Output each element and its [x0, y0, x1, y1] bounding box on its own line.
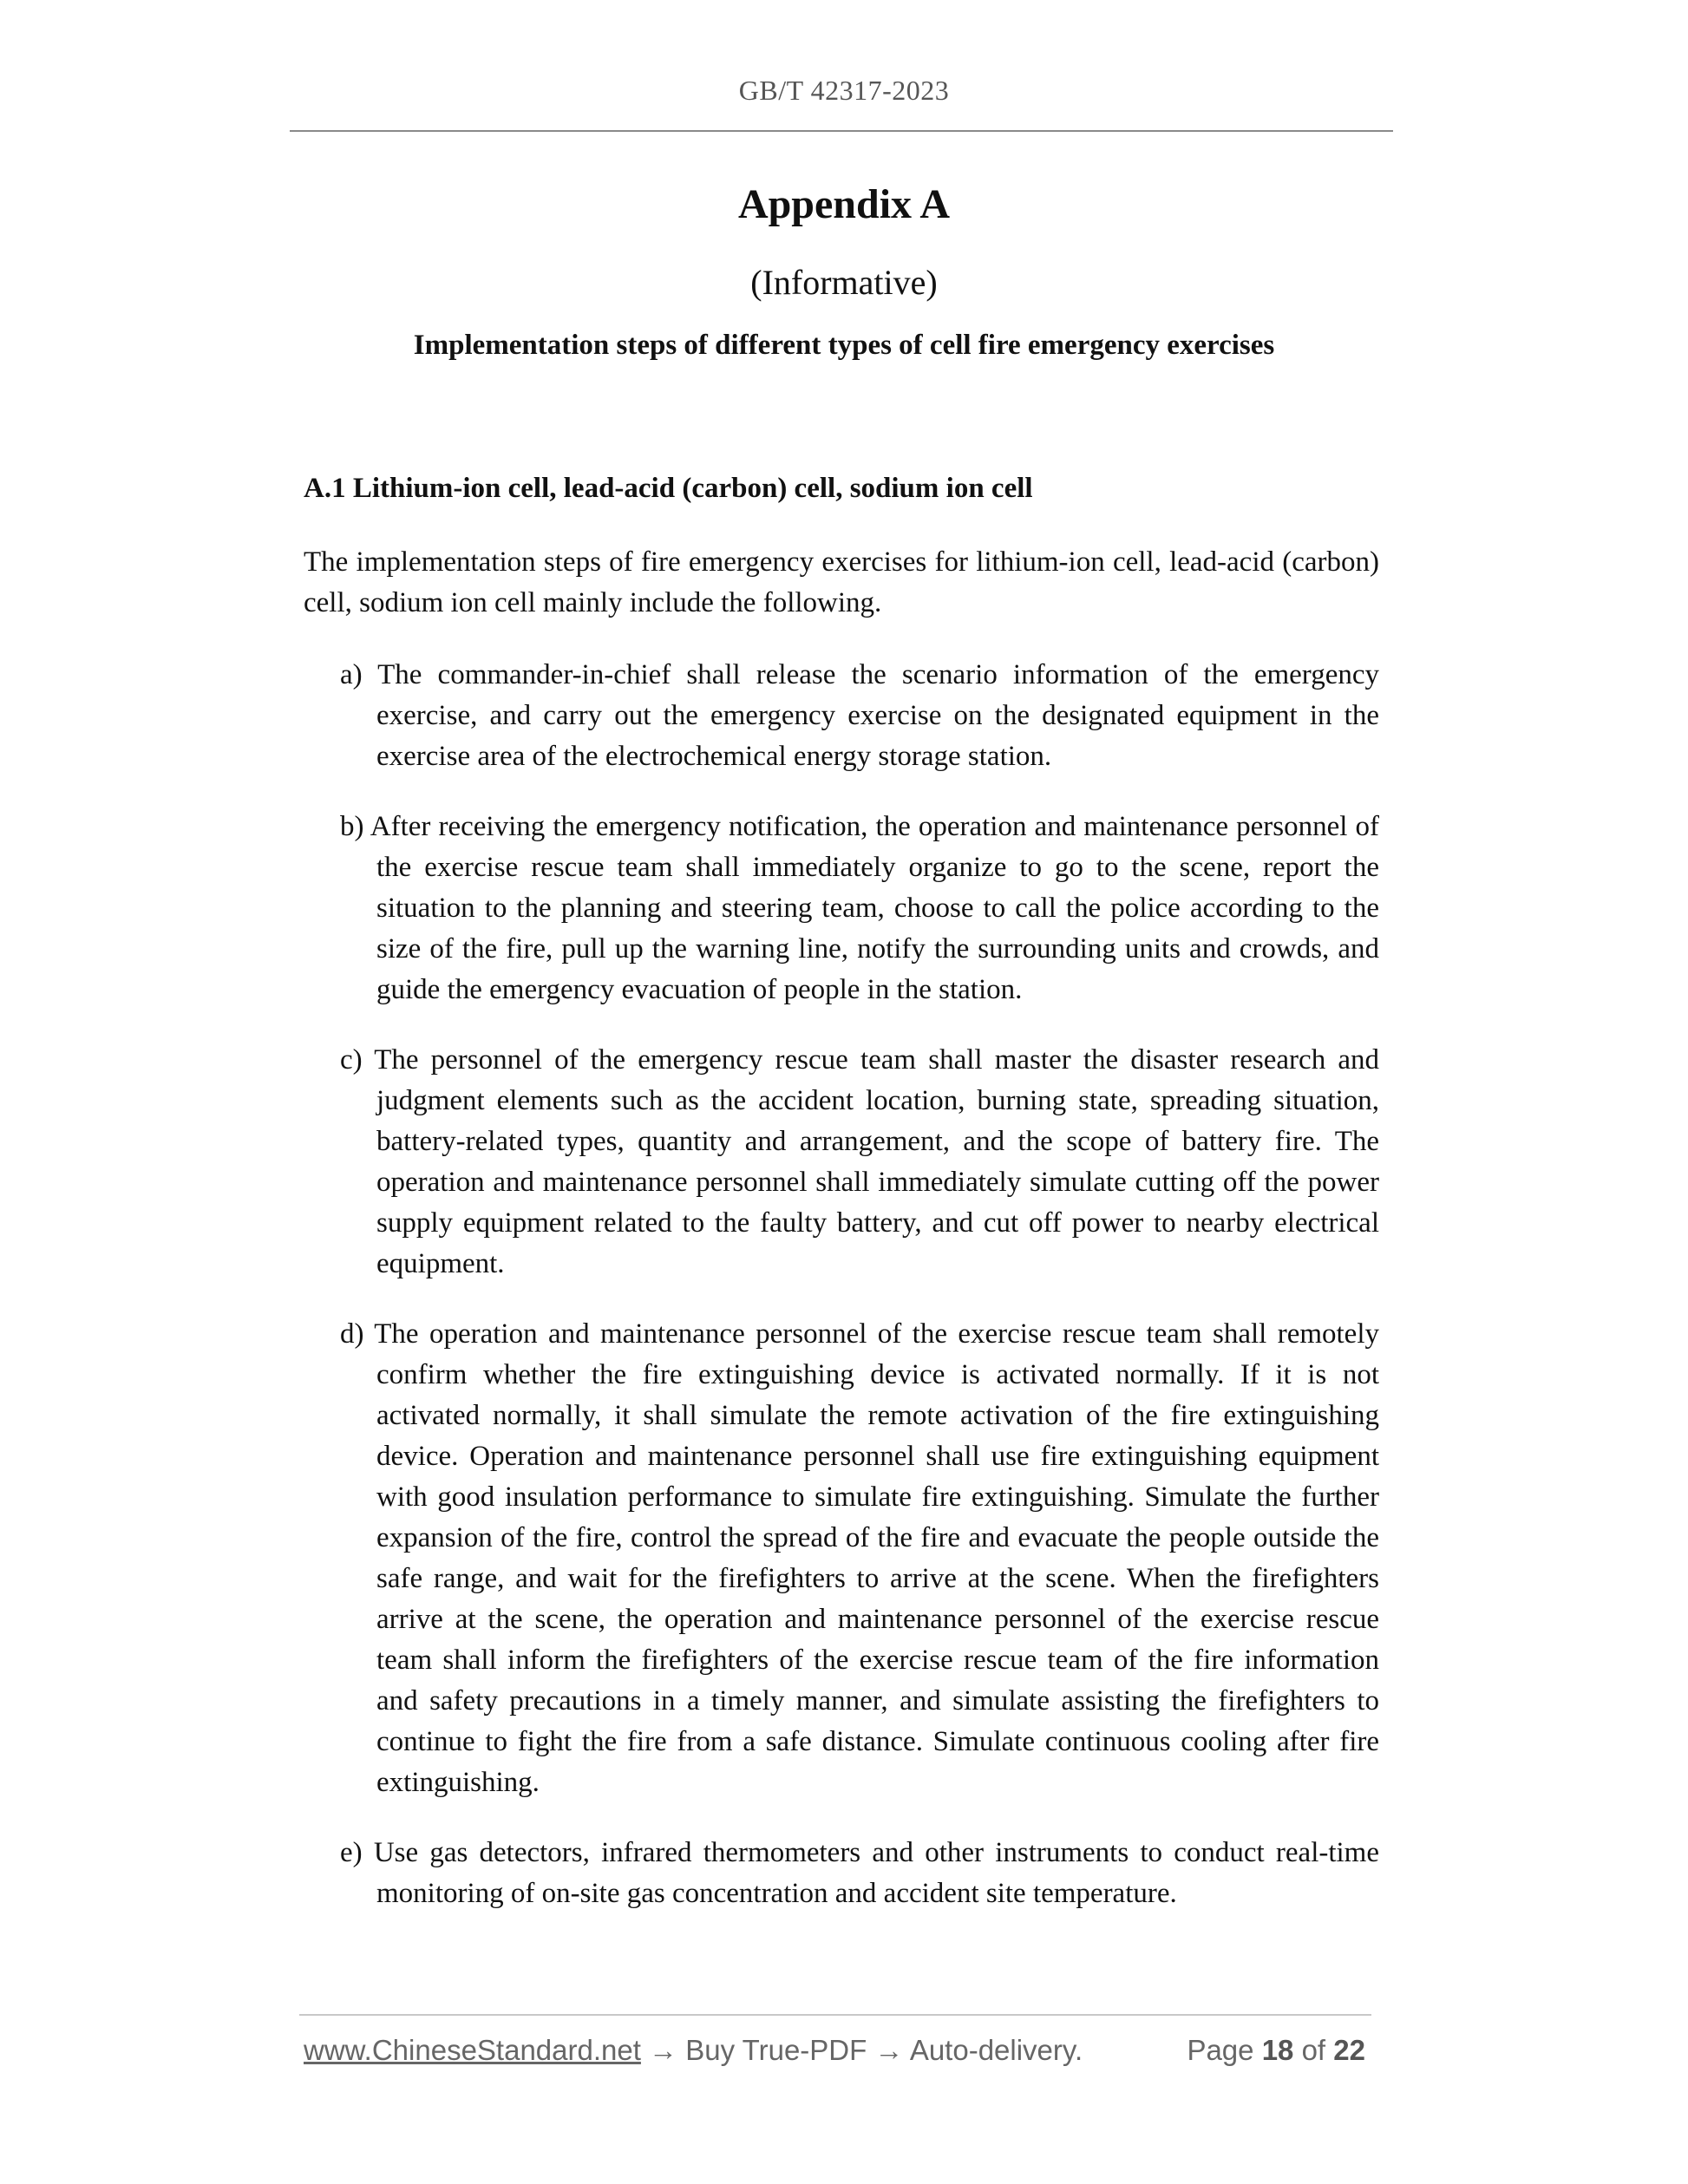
header-divider [290, 130, 1393, 132]
section-intro-paragraph: The implementation steps of fire emergency exercises for lithium-ion cell, lead-acid (carbon) cell, sodium ion cell mainly include the following. [304, 546, 1379, 618]
list-item-d: d) The operation and maintenance personnel of the exercise rescue team shall remotely confirm whether the fire extinguishing device is activated normally. If it is not activated normally, it shall simulate the remote activation of the fire extinguishing device. Operation and maintenance personnel shall use fire extinguishing equipment with good insulation performance to simulate fire extinguishing. Simulate the further expansion of the fire, control the spread of the fire and evacuate the people outside the safe range, and wait for the firefighters to arrive at the scene. When the firefighters arrive at the scene, the operation and maintenance personnel of the exercise rescue team shall inform the firefighters of the exercise rescue team of the fire information and safety precautions in a timely manner, and simulate assisting the firefighters to continue to fight the fire from a safe distance. Simulate continuous cooling after fire extinguishing. [340, 1318, 1379, 1798]
page-footer [304, 2034, 1371, 2072]
page-number [1187, 2034, 1365, 2067]
page-current: 18 [1261, 2034, 1294, 2066]
implementation-steps-list [340, 655, 1379, 1944]
footer-promo-text: → Buy True-PDF → Auto-delivery. [640, 2034, 1083, 2066]
list-item-e: e) Use gas detectors, infrared thermometers and other instruments to conduct real-time monitoring of on-site gas concentration and accident site temperature. [340, 1837, 1379, 1909]
footer-promo [304, 2034, 1083, 2067]
section-heading: A.1 Lithium-ion cell, lead-acid (carbon) cell, sodium ion cell [304, 473, 1033, 504]
page-label: Page [1187, 2034, 1254, 2066]
appendix-nature-label: (Informative) [750, 263, 938, 302]
list-item-c: c) The personnel of the emergency rescue team shall master the disaster research and judgment elements such as the accident location, burning state, spreading situation, battery-related types, quantity and arrangement, and the scope of battery fire. The operation and maintenance personnel shall immediately simulate cutting off the power supply equipment related to the faulty battery, and cut off power to nearby electrical equipment. [340, 1044, 1379, 1279]
list-item-b: b) After receiving the emergency notification, the operation and maintenance personnel of the exercise rescue team shall immediately organize to go to the scene, report the situation to the planning and steering team, choose to call the police according to the size of the fire, pull up the warning line, notify the surrounding units and crowds, and guide the emergency evacuation of people in the station. [340, 811, 1379, 1005]
appendix-subtitle: Implementation steps of different types of cell fire emergency exercises [413, 330, 1275, 361]
chinesestandard-link[interactable]: www.ChineseStandard.net [304, 2034, 641, 2066]
appendix-title: Appendix A [737, 181, 951, 227]
page-header-standard-code: GB/T 42317-2023 [738, 75, 950, 106]
page-of-label: of [1301, 2034, 1326, 2066]
page-total: 22 [1333, 2034, 1365, 2066]
footer-divider [299, 2014, 1371, 2016]
list-item-a: a) The commander-in-chief shall release the scenario information of the emergency exercise, and carry out the emergency exercise on the designated equipment in the exercise area of the electrochemical energy storage station. [340, 659, 1379, 772]
